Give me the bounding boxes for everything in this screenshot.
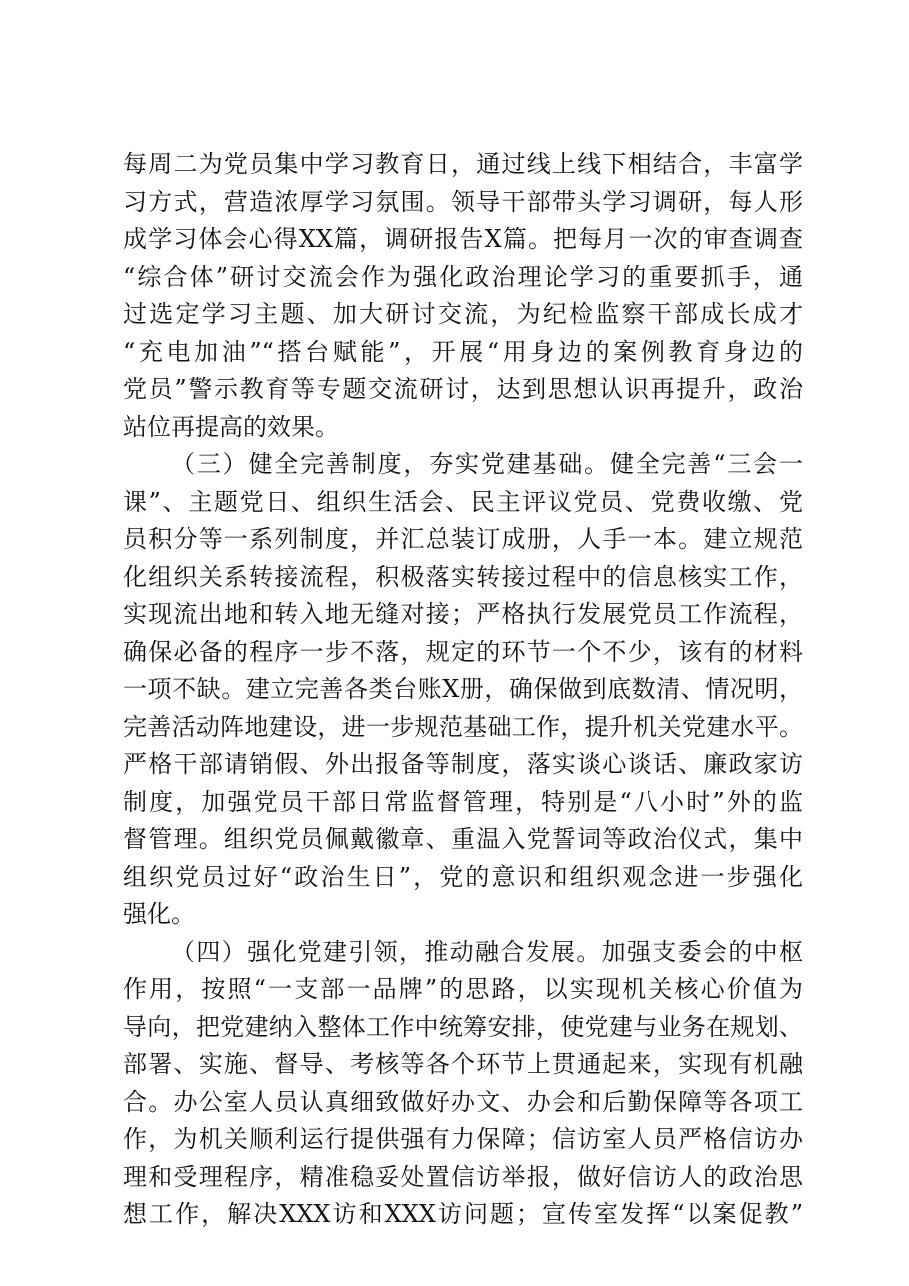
text-line: 站位再提高的效果。 xyxy=(123,412,339,441)
text-line: “综合体”研讨交流会作为强化政治理论学习的重要抓手，通 xyxy=(123,262,803,291)
text-line: 强化。 xyxy=(123,900,195,928)
document-body xyxy=(123,146,803,1234)
text-line: 完善活动阵地建设，进一步规范基础工作，提升机关党建水平。 xyxy=(123,712,803,741)
section-heading-line: （三）健全完善制度，夯实党建基础。健全完善“三会一 xyxy=(171,450,803,478)
text-line: 作，为机关顺利运行提供强有力保障；信访室人员严格信访办 xyxy=(123,1125,803,1153)
text-line: 严格干部请销假、外出报备等制度，落实谈心谈话、廉政家访 xyxy=(123,750,803,778)
text-line: 确保必备的程序一步不落，规定的环节一个不少，该有的材料 xyxy=(123,637,803,666)
text-line: 想工作，解决XXX访和XXX访问题；宣传室发挥“以案促教” xyxy=(123,1200,803,1228)
text-line: 过选定学习主题、加大研讨交流，为纪检监察干部成长成才 xyxy=(123,300,803,328)
text-line: 习方式，营造浓厚学习氛围。领导干部带头学习调研，每人形 xyxy=(123,187,803,216)
text-line: 员积分等一系列制度，并汇总装订成册，人手一本。建立规范 xyxy=(123,525,803,553)
text-line: 组织党员过好“政治生日”，党的意识和组织观念进一步强化 xyxy=(123,862,803,891)
text-line: 部署、实施、督导、考核等各个环节上贯通起来，实现有机融 xyxy=(123,1050,803,1078)
text-line: 实现流出地和转入地无缝对接；严格执行发展党员工作流程， xyxy=(123,600,803,628)
text-line: 督管理。组织党员佩戴徽章、重温入党誓词等政治仪式，集中 xyxy=(123,825,803,853)
text-line: 课”、主题党日、组织生活会、民主评议党员、党费收缴、党 xyxy=(123,487,803,516)
text-line: “充电加油”“搭台赋能”，开展“用身边的案例教育身边的 xyxy=(123,337,803,366)
text-line: 化组织关系转接流程，积极落实转接过程中的信息核实工作， xyxy=(123,562,803,591)
text-line: 一项不缺。建立完善各类台账X册，确保做到底数清、情况明， xyxy=(123,675,803,703)
text-line: 制度，加强党员干部日常监督管理，特别是“八小时”外的监 xyxy=(123,787,803,816)
paragraph-section-four xyxy=(123,934,803,1234)
text-line: 成学习体会心得XX篇，调研报告X篇。把每月一次的审查调查 xyxy=(123,225,803,253)
text-line: 每周二为党员集中学习教育日，通过线上线下相结合，丰富学 xyxy=(123,150,803,178)
paragraph-study-education xyxy=(123,146,803,446)
section-heading-line: （四）强化党建引领，推动融合发展。加强支委会的中枢 xyxy=(171,937,803,966)
text-line: 导向，把党建纳入整体工作中统筹安排，使党建与业务在规划、 xyxy=(123,1012,803,1041)
text-line: 合。办公室人员认真细致做好办文、办会和后勤保障等各项工 xyxy=(123,1087,803,1116)
text-line: 党员”警示教育等专题交流研讨，达到思想认识再提升，政治 xyxy=(123,375,803,403)
text-line: 理和受理程序，精准稳妥处置信访举报，做好信访人的政治思 xyxy=(123,1162,803,1191)
text-line: 作用，按照“一支部一品牌”的思路，以实现机关核心价值为 xyxy=(123,975,803,1003)
paragraph-section-three xyxy=(123,446,803,934)
